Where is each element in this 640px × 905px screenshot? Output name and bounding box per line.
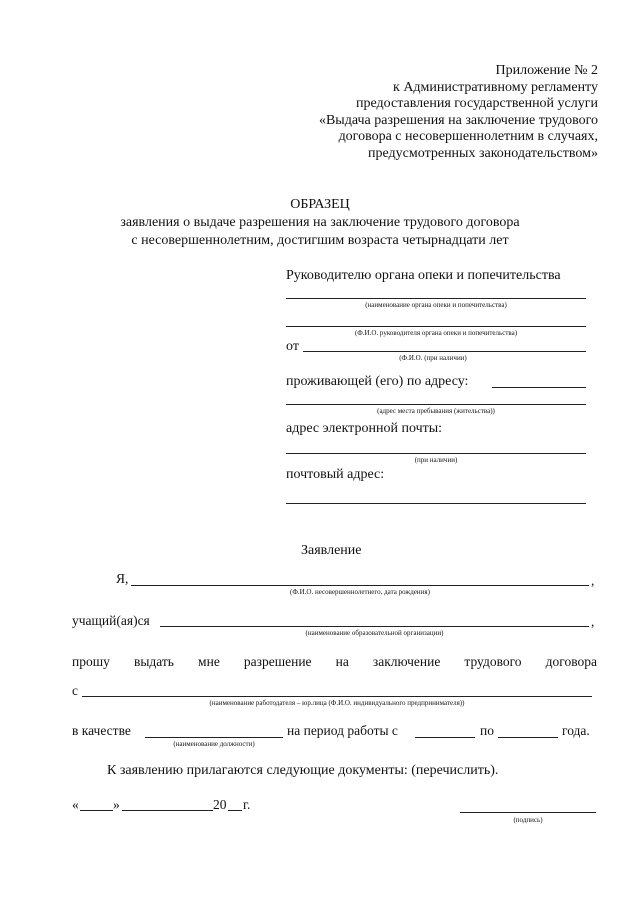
attachments-text: К заявлению прилагаются следующие документы: (перечислить). [107, 763, 499, 778]
signature-caption: (подпись) [513, 816, 543, 824]
request-word: на [335, 654, 349, 669]
date-year-line[interactable] [228, 810, 242, 811]
appendix-line: договора с несовершеннолетним в случаях, [338, 129, 598, 144]
date-year-suffix: г. [243, 797, 251, 812]
residence-label: проживающей (его) по адресу: [286, 374, 469, 389]
request-word: прошу [72, 654, 110, 669]
request-word: мне [198, 654, 220, 669]
from-label: от [286, 339, 299, 354]
date-close-quote: » [113, 797, 120, 812]
request-sentence [72, 654, 597, 670]
as-label: в качестве [72, 723, 131, 738]
i-label: Я, [116, 571, 129, 586]
appendix-line: предоставления государственной услуги [356, 96, 598, 111]
employer-caption: (наименование работодателя – юр.лица (Ф.И.О. индивидуального предпринимателя)) [209, 699, 465, 707]
minor-fio-line[interactable] [131, 585, 589, 586]
postal-label: почтовый адрес: [286, 467, 385, 482]
sample-title: ОБРАЗЕЦ [290, 197, 350, 212]
email-label: адрес электронной почты: [286, 421, 443, 436]
appendix-line: предусмотренных законодательством» [368, 145, 598, 161]
employer-line[interactable] [82, 696, 592, 697]
head-fio-line[interactable] [286, 326, 586, 327]
request-word: договора [545, 654, 597, 669]
residence-caption: (адрес места пребывания (жительства)) [377, 407, 495, 415]
request-word: заключение [372, 654, 441, 669]
school-line[interactable] [160, 626, 589, 627]
position-caption: (наименование должности) [173, 740, 255, 748]
period-start-line[interactable] [415, 737, 475, 738]
application-title: Заявление [301, 543, 362, 558]
date-month-line[interactable] [122, 810, 213, 811]
date-day-line[interactable] [80, 810, 113, 811]
date-year-prefix: 20 [213, 797, 227, 812]
appendix-block [319, 63, 598, 162]
org-name-caption: (наименование органа опеки и попечительства) [365, 301, 507, 309]
period-label: на период работы с [287, 723, 398, 738]
minor-fio-caption: (Ф.И.О. несовершеннолетнего, дата рождения) [290, 588, 430, 596]
residence-line-1[interactable] [492, 387, 586, 388]
with-label: с [72, 683, 78, 698]
sample-subtitle-line-2: с несовершеннолетним, достигшим возраста четырнадцати лет [131, 233, 509, 248]
appendix-line: «Выдача разрешения на заключение трудового [318, 112, 598, 128]
school-caption: (наименование образовательной организации) [305, 629, 444, 637]
student-label: учащий(ая)ся [72, 613, 150, 628]
comma: , [591, 573, 595, 588]
applicant-fio-line[interactable] [303, 351, 586, 352]
email-caption: (при наличии) [414, 456, 458, 464]
head-fio-caption: (Ф.И.О. руководителя органа опеки и попечительства) [354, 329, 518, 337]
appendix-line: Приложение № 2 [495, 63, 598, 78]
sample-subtitle-line-1: заявления о выдаче разрешения на заключение трудового договора [120, 215, 520, 230]
appendix-line: к Административному регламенту [393, 79, 598, 95]
comma: , [591, 614, 595, 629]
org-name-line[interactable] [286, 298, 586, 299]
position-line[interactable] [145, 737, 283, 738]
request-word: трудового [464, 654, 522, 669]
applicant-fio-caption: (Ф.И.О. (при наличии) [399, 354, 467, 362]
request-word: разрешение [243, 654, 312, 669]
date-open-quote: « [72, 797, 79, 812]
year-suffix: года. [562, 723, 590, 738]
request-word: выдать [133, 654, 174, 669]
signature-line[interactable] [460, 812, 596, 813]
until-label: по [480, 723, 494, 738]
addressee-label: Руководителю органа опеки и попечительства [286, 268, 561, 283]
postal-line[interactable] [286, 503, 586, 504]
residence-line-2[interactable] [286, 404, 586, 405]
period-end-line[interactable] [498, 737, 558, 738]
email-line[interactable] [286, 453, 586, 454]
